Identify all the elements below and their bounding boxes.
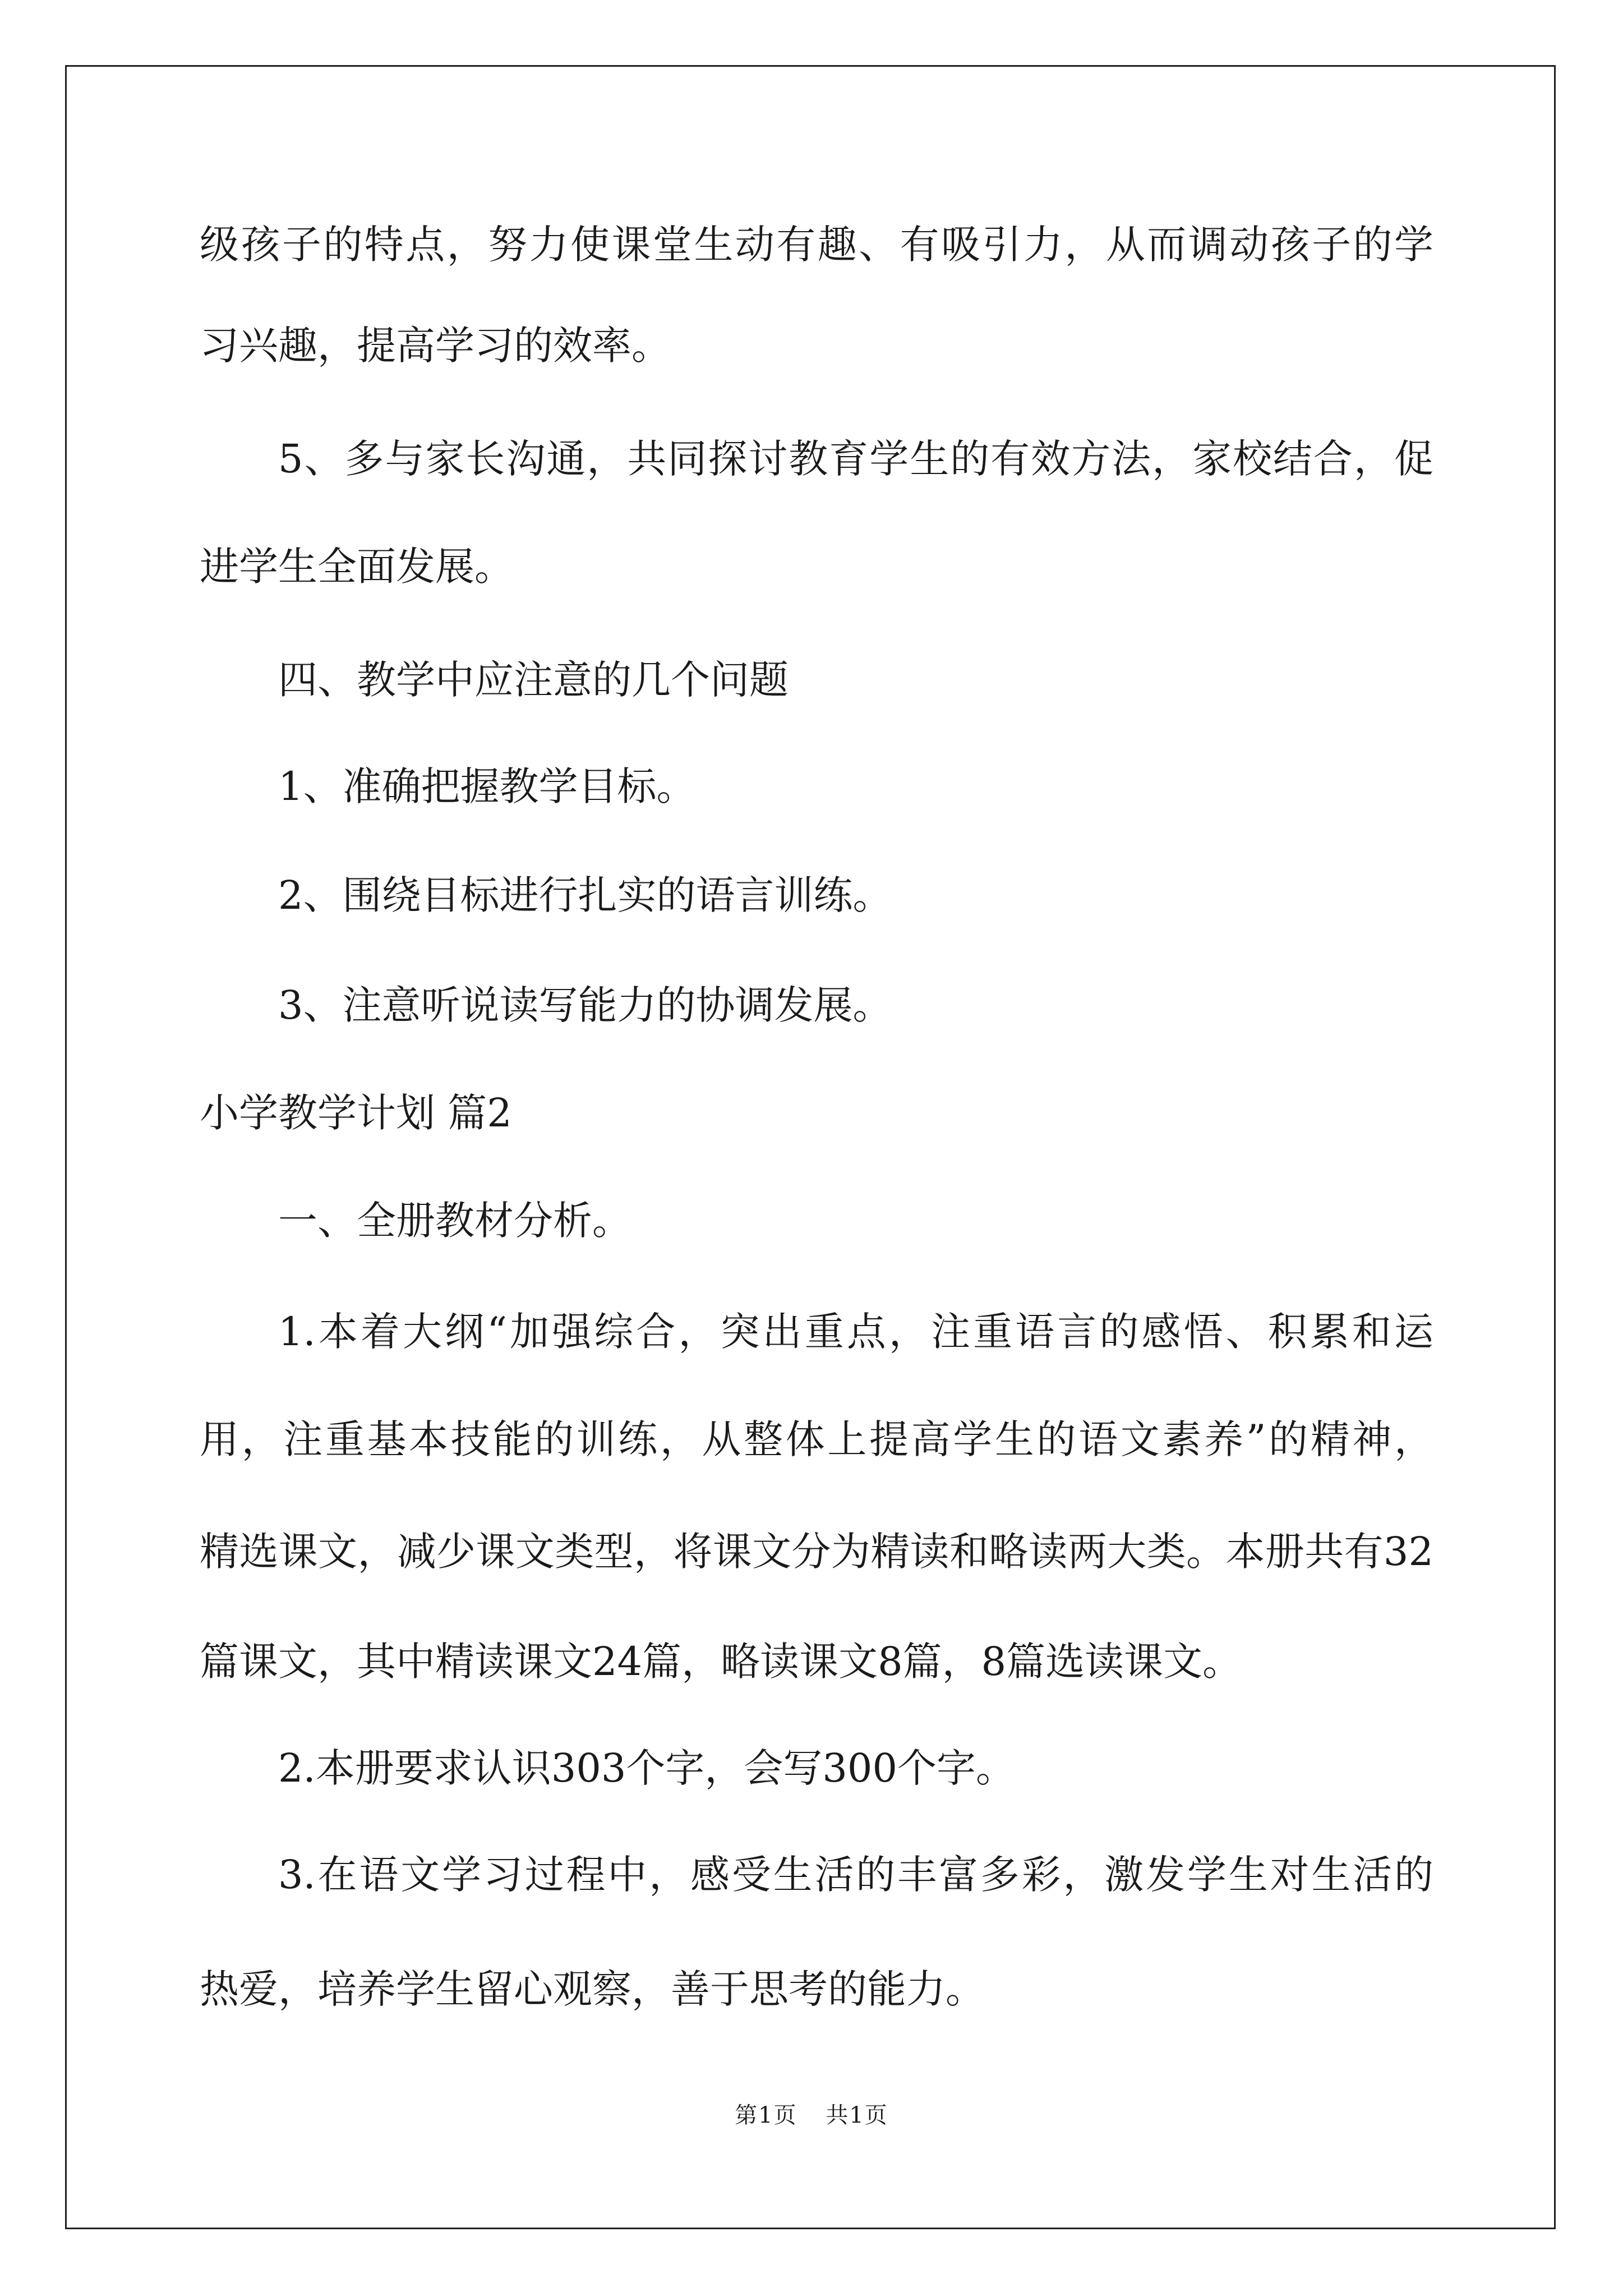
paragraph-line: 3.在语文学习过程中，感受生活的丰富多彩，激发学生对生活的	[278, 1852, 1433, 1898]
page-total: 共1页	[826, 2102, 888, 2128]
paragraph-line: 篇课文，其中精读课文24篇，略读课文8篇，8篇选读课文。	[200, 1639, 1242, 1685]
section-heading: 四、教学中应注意的几个问题	[278, 657, 789, 703]
paragraph-line: 习兴趣，提高学习的效率。	[200, 323, 671, 369]
paragraph-line: 级孩子的特点，努力使课堂生动有趣、有吸引力，从而调动孩子的学	[200, 222, 1433, 268]
page-frame	[65, 65, 1556, 2229]
page-number: 第1页	[735, 2102, 797, 2128]
paragraph-line: 5、多与家长沟通，共同探讨教育学生的有效方法，家校结合，促	[278, 436, 1433, 482]
list-item: 2、围绕目标进行扎实的语言训练。	[278, 872, 892, 918]
paragraph-line: 用，注重基本技能的训练，从整体上提高学生的语文素养”的精神，	[200, 1416, 1433, 1462]
page-footer	[0, 2099, 1623, 2132]
paragraph-line: 热爱，培养学生留心观察，善于思考的能力。	[200, 1966, 985, 2012]
paragraph-line: 精选课文，减少课文类型，将课文分为精读和略读两大类。本册共有32	[200, 1529, 1433, 1575]
list-item: 3、注意听说读写能力的协调发展。	[278, 982, 892, 1028]
paragraph-line: 1.本着大纲“加强综合，突出重点，注重语言的感悟、积累和运	[278, 1309, 1433, 1355]
section-heading: 一、全册教材分析。	[278, 1198, 631, 1244]
paragraph-line: 2.本册要求认识303个字，会写300个字。	[278, 1745, 1016, 1791]
list-item: 1、准确把握教学目标。	[278, 763, 696, 809]
article-title: 小学教学计划 篇2	[200, 1090, 512, 1136]
paragraph-line: 进学生全面发展。	[200, 544, 514, 590]
